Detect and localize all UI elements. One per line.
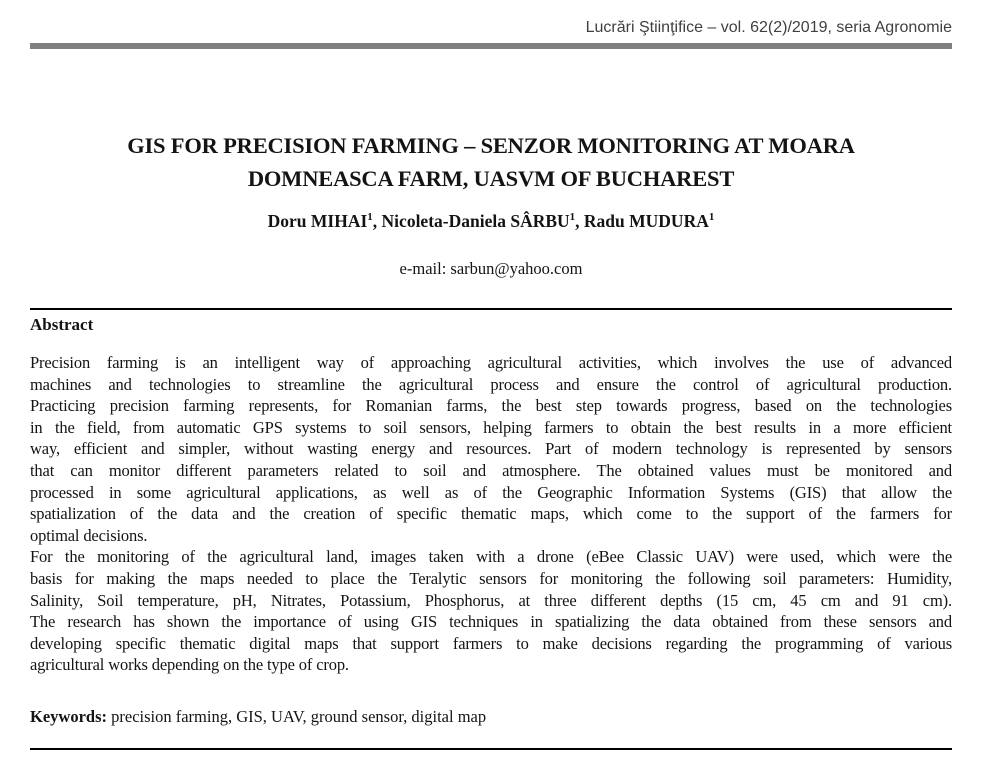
author-separator: ,: [575, 211, 584, 231]
text-line: The research has shown the importance of using GIS techniques in spatializing the data obtained from these sensors and: [30, 612, 952, 632]
text-line: that can monitor different parameters related to soil and atmosphere. The obtained values must be monitored and: [30, 460, 952, 480]
affiliation-mark: 1: [367, 211, 373, 224]
abstract-top-rule: [30, 308, 952, 310]
text-line: processed in some agricultural applications, as well as of the Geographic Information Systems (GIS) that allow the: [30, 482, 952, 502]
author-name: Doru MIHAI$^1$: [267, 211, 373, 231]
affiliation-mark: 1: [708, 211, 715, 224]
text-line: DOMNEASCA FARM, UASVM OF BUCHAREST: [247, 166, 735, 191]
abstract-body: [30, 352, 952, 676]
contact-email: e-mail: sarbun@yahoo.com: [399, 259, 583, 278]
authors-line: [30, 209, 952, 233]
abstract-paragraph: [30, 546, 952, 676]
text-line: in the field, from automatic GPS systems to soil sensors, helping farmers to obtain the best results in a more efficient: [30, 417, 952, 437]
text-line: way, efficient and simpler, without wasting energy and resources. Part of modern technology is represented by sensors: [30, 439, 952, 459]
header-rule: [30, 43, 952, 49]
abstract-paragraph: [30, 352, 952, 546]
journal-header: Lucrări Ştiinţifice – vol. 62(2)/2019, seria Agronomie: [585, 19, 952, 36]
text-line: basis for making the maps needed to place the Teralytic sensors for monitoring the following soil parameters: Humidity,: [30, 568, 952, 588]
text-line: spatialization of the data and the creation of specific thematic maps, which come to the support of the farmers for: [30, 504, 952, 524]
affiliation-mark: 1: [569, 211, 576, 224]
page-bottom-rule: [30, 748, 952, 750]
text-line: developing specific thematic digital maps that support farmers to make decisions regarding the programming of various: [30, 633, 952, 653]
text-line: Precision farming is an intelligent way of approaching agricultural activities, which involves the use of advanced: [30, 353, 952, 372]
keywords-line: [30, 706, 952, 728]
keywords-text: precision farming, GIS, UAV, ground sensor, digital map: [107, 706, 487, 726]
author-name: Radu MUDURA$^1$: [583, 211, 715, 231]
text-line: machines and technologies to streamline the agricultural process and ensure the control of agricultural production.: [30, 374, 952, 394]
text-line: optimal decisions.: [30, 525, 148, 545]
text-line: Salinity, Soil temperature, pH, Nitrates, Potassium, Phosphorus, at three different depths (15 cm, 45 cm and 91 cm).: [30, 590, 952, 610]
text-line: For the monitoring of the agricultural land, images taken with a drone (eBee Classic UAV) were used, which were the: [30, 547, 952, 567]
author-name: Nicoleta-Daniela SÂRBU$^1$: [381, 211, 576, 231]
abstract-heading: Abstract: [30, 315, 94, 334]
text-line: agricultural works depending on the type of crop.: [30, 655, 349, 675]
paper-title: [30, 129, 952, 195]
author-separator: ,: [372, 211, 382, 231]
keywords-label: Keywords:: [30, 706, 107, 726]
text-line: GIS FOR PRECISION FARMING – SENZOR MONITORING AT MOARA: [127, 133, 855, 158]
text-line: Practicing precision farming represents, for Romanian farms, the best step towards progress, based on the technologies: [30, 396, 952, 416]
